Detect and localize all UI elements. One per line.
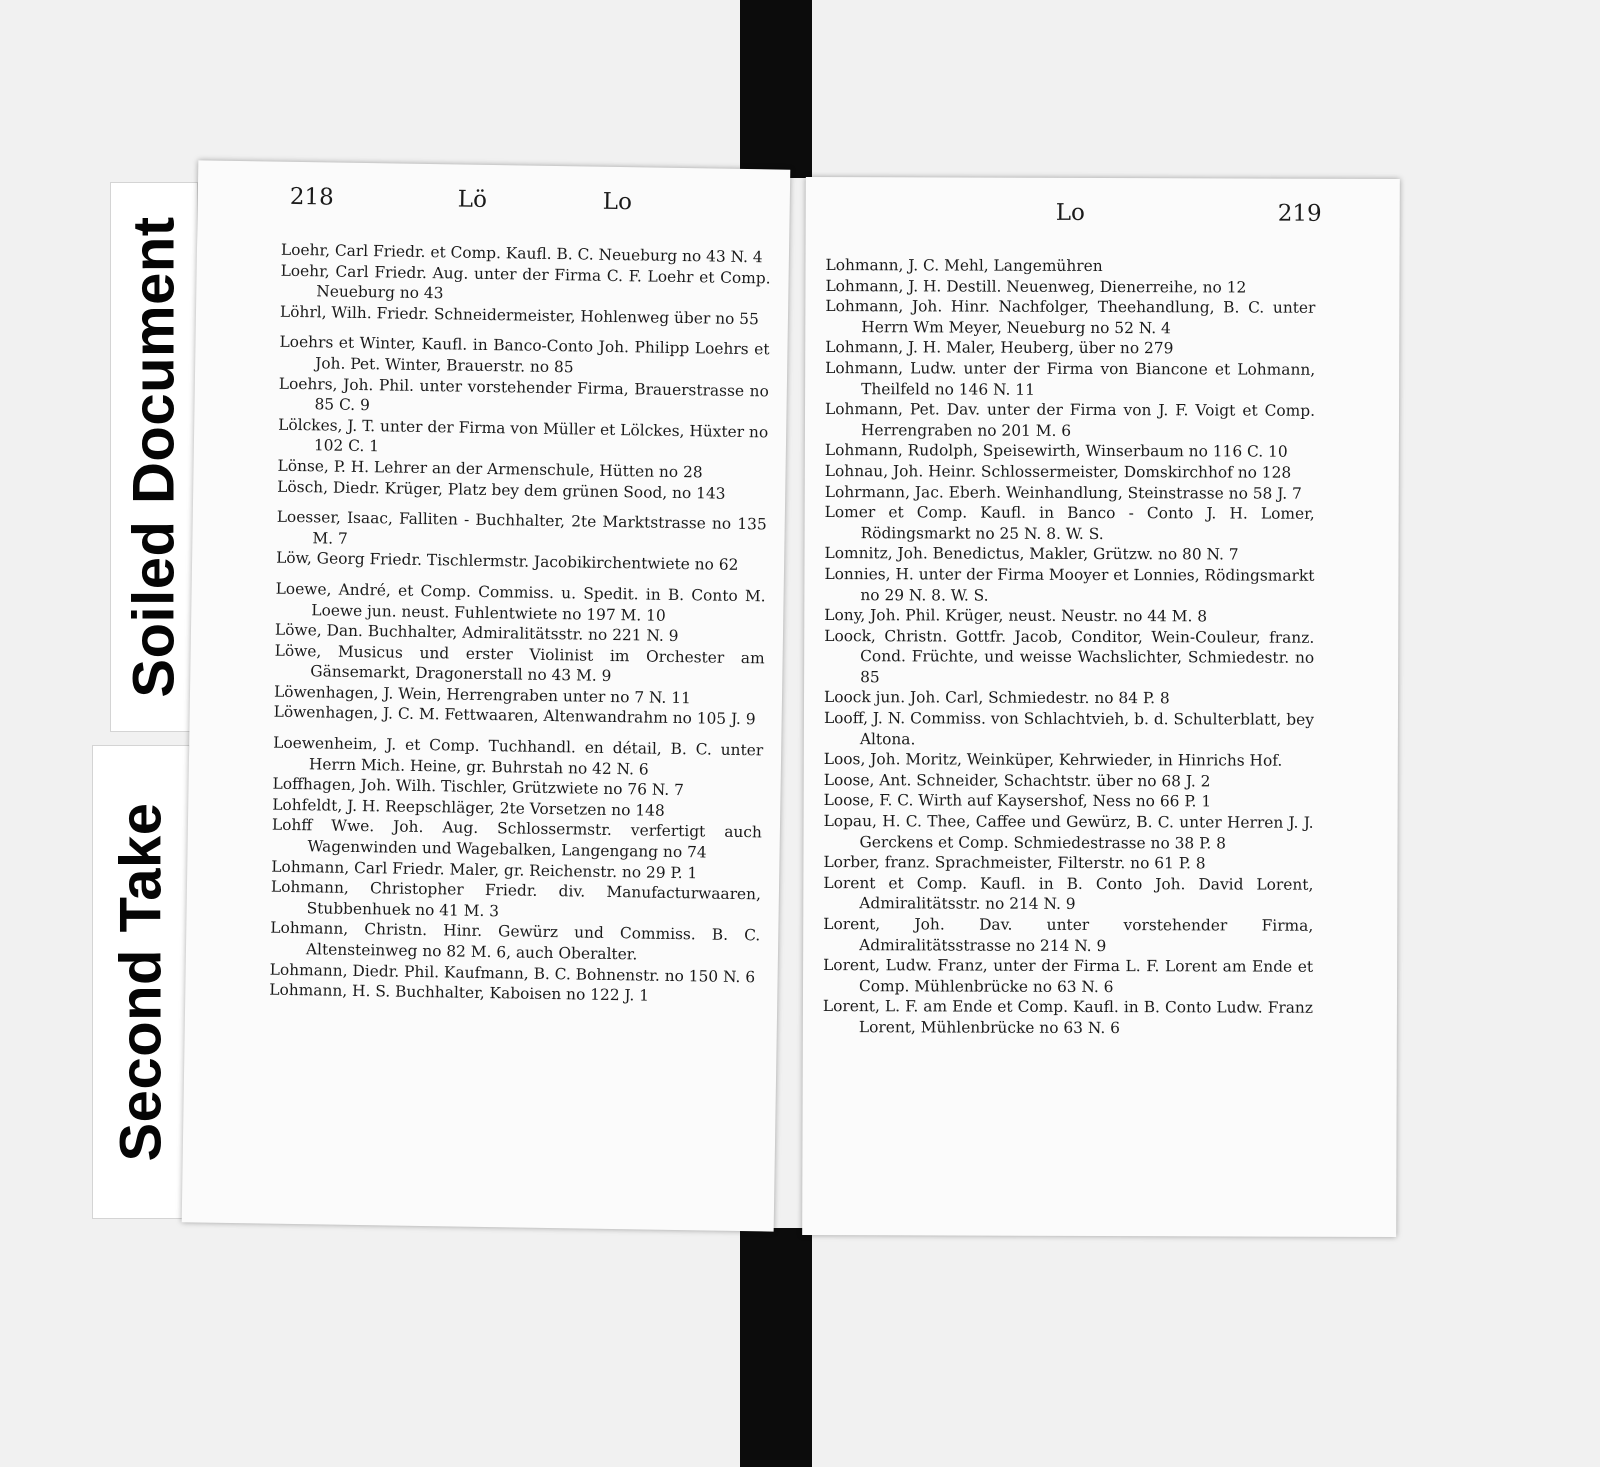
directory-entry: Lohmann, H. S. Buchhalter, Kaboisen no 122 J. 1 bbox=[269, 980, 650, 1005]
directory-entry: Lohmann, J. H. Maler, Heuberg, über no 279 bbox=[825, 338, 1174, 358]
directory-entry: Löw, Georg Friedr. Tischlermstr. Jacobikirchentwiete no 62 bbox=[276, 549, 739, 575]
directory-entry: Lohff Wwe. Joh. Aug. Schlossermstr. verfertigt auch Wagenwinden und Wagebalken, Langengang no 74 bbox=[271, 816, 763, 862]
directory-entry: Lomer et Comp. Kaufl. in Banco - Conto J. H. Lomer, Rödingsmarkt no 25 N. 8. W. S. bbox=[824, 503, 1315, 543]
directory-entry: Löhrl, Wilh. Friedr. Schneidermeister, Hohlenweg über no 55 bbox=[279, 302, 759, 329]
soiled-document-text: Soiled Document bbox=[121, 216, 187, 698]
directory-entry: Loehr, Carl Friedr. et Comp. Kaufl. B. C. Neueburg no 43 N. 4 bbox=[280, 240, 763, 267]
directory-entry: Lohmann, Ludw. unter der Firma von Biancone et Lohmann, Theilfeld no 146 N. 11 bbox=[825, 359, 1316, 399]
directory-entry: Lomnitz, Joh. Benedictus, Makler, Grützw. no 80 N. 7 bbox=[824, 544, 1239, 564]
left-page bbox=[182, 160, 791, 1231]
directory-entry: Lönse, P. H. Lehrer an der Armenschule, Hütten no 28 bbox=[277, 456, 703, 482]
directory-entry: Loock jun. Joh. Carl, Schmiedestr. no 84 P. 8 bbox=[824, 688, 1170, 708]
soiled-document-label bbox=[110, 182, 198, 732]
directory-entry: Lorent et Comp. Kaufl. in B. Conto Joh. David Lorent, Admiralitätsstr. no 214 N. 9 bbox=[823, 873, 1314, 914]
directory-entry: Lohmann, Diedr. Phil. Kaufmann, B. C. Bohnenstr. no 150 N. 6 bbox=[269, 960, 756, 986]
directory-entry: Lohnau, Joh. Heinr. Schlossermeister, Domskirchhof no 128 bbox=[824, 461, 1292, 482]
directory-entry: Loewe, André, et Comp. Commiss. u. Spedit. in B. Conto M. Loewe jun. neust. Fuhlentwiete no 197 M. 10 bbox=[275, 579, 766, 625]
directory-entry: Loffhagen, Joh. Wilh. Tischler, Grützwiete no 76 N. 7 bbox=[272, 774, 685, 800]
second-take-text: Second Take bbox=[108, 802, 174, 1162]
directory-entry: Lohmann, J. C. Mehl, Langemühren bbox=[825, 256, 1103, 276]
left-page-number: 218 bbox=[289, 183, 334, 211]
directory-entry: Löwe, Musicus und erster Violinist im Orchester am Gänsemarkt, Dragonerstall no 43 M. 9 bbox=[274, 641, 765, 686]
directory-entry: Lorber, franz. Sprachmeister, Filterstr. no 61 P. 8 bbox=[823, 853, 1206, 873]
directory-entry: Loehrs et Winter, Kaufl. in Banco-Conto Joh. Philipp Loehrs et Joh. Pet. Winter, Brauerstr. no 85 bbox=[279, 333, 770, 377]
directory-entry: Lohmann, Joh. Hinr. Nachfolger, Theehandlung, B. C. unter Herrn Wm Meyer, Neueburg no 52 N. 4 bbox=[825, 297, 1316, 338]
directory-entry: Loock, Christn. Gottfr. Jacob, Conditor, Wein-Couleur, franz. Cond. Früchte, und weisse Wachslichter, Schmiedestr. no 85 bbox=[824, 626, 1315, 687]
right-running-head: Lo bbox=[1055, 199, 1085, 226]
directory-entry: Lösch, Diedr. Krüger, Platz bey dem grünen Sood, no 143 bbox=[277, 477, 726, 503]
directory-entry: Loose, F. C. Wirth auf Kaysershof, Ness no 66 P. 1 bbox=[823, 791, 1212, 811]
directory-entry: Lorent, L. F. am Ende et Comp. Kaufl. in B. Conto Ludw. Franz Lorent, Mühlenbrücke no 63 N. 6 bbox=[822, 997, 1313, 1038]
second-take-label bbox=[92, 745, 190, 1219]
directory-entry: Lohmann, Pet. Dav. unter der Firma von J. F. Voigt et Comp. Herrengraben no 201 M. 6 bbox=[825, 400, 1316, 440]
directory-entry: Lohmann, Christn. Hinr. Gewürz und Commiss. B. C. Altensteinweg no 82 M. 6, auch Oberalter. bbox=[270, 919, 761, 964]
directory-entry: Lölckes, J. T. unter der Firma von Müller et Lölckes, Hüxter no 102 C. 1 bbox=[278, 415, 769, 456]
directory-entry: Lohmann, J. H. Destill. Neuenweg, Dienerreihe, no 12 bbox=[825, 276, 1247, 297]
directory-entry: Loesser, Isaac, Falliten - Buchhalter, 2te Marktstrasse no 135 M. 7 bbox=[276, 507, 767, 548]
right-page-number: 219 bbox=[1277, 200, 1322, 227]
right-page bbox=[802, 177, 1400, 1237]
directory-entry: Looff, J. N. Commiss. von Schlachtvieh, b. d. Schulterblatt, bey Altona. bbox=[823, 709, 1314, 749]
directory-entry: Lohmann, Rudolph, Speisewirth, Winserbaum no 116 C. 10 bbox=[824, 441, 1288, 461]
directory-entry: Löwe, Dan. Buchhalter, Admiralitätsstr. no 221 N. 9 bbox=[274, 620, 679, 646]
directory-entry: Lopau, H. C. Thee, Caffee und Gewürz, B. C. unter Herren J. J. Gerckens et Comp. Schmiedestrasse no 38 P. 8 bbox=[823, 812, 1314, 853]
left-running-head-first: Lö bbox=[457, 186, 488, 213]
directory-entry: Lorent, Joh. Dav. unter vorstehender Firma, Admiralitätsstrasse no 214 N. 9 bbox=[823, 915, 1314, 955]
directory-entry: Lohmann, Christopher Friedr. div. Manufacturwaaren, Stubbenhuek no 41 M. 3 bbox=[270, 877, 762, 921]
left-running-head-last: Lo bbox=[602, 188, 633, 216]
directory-entry: Loehrs, Joh. Phil. unter vorstehender Firma, Brauerstrasse no 85 C. 9 bbox=[278, 374, 769, 415]
left-entries-list bbox=[269, 240, 771, 1008]
directory-entry: Lony, Joh. Phil. Krüger, neust. Neustr. no 44 M. 8 bbox=[824, 606, 1208, 626]
directory-entry: Loos, Joh. Moritz, Weinküper, Kehrwieder, in Hinrichs Hof. bbox=[823, 750, 1283, 770]
directory-entry: Loehr, Carl Friedr. Aug. unter der Firma C. F. Loehr et Comp. Neueburg no 43 bbox=[280, 261, 771, 303]
directory-entry: Lohfeldt, J. H. Reepschläger, 2te Vorsetzen no 148 bbox=[272, 795, 665, 820]
directory-entry: Löwenhagen, J. C. M. Fettwaaren, Altenwandrahm no 105 J. 9 bbox=[273, 703, 756, 729]
directory-entry: Loose, Ant. Schneider, Schachtstr. über no 68 J. 2 bbox=[823, 770, 1211, 791]
directory-entry: Lohmann, Carl Friedr. Maler, gr. Reichenstr. no 29 P. 1 bbox=[271, 857, 698, 882]
right-entries-list bbox=[823, 255, 1316, 1039]
directory-entry: Lohrmann, Jac. Eberh. Weinhandlung, Steinstrasse no 58 J. 7 bbox=[824, 482, 1302, 503]
directory-entry: Löwenhagen, J. Wein, Herrengraben unter no 7 N. 11 bbox=[273, 682, 692, 708]
directory-entry: Lonnies, H. unter der Firma Mooyer et Lonnies, Rödingsmarkt no 29 N. 8. W. S. bbox=[824, 564, 1315, 605]
directory-entry: Lorent, Ludw. Franz, unter der Firma L. F. Lorent am Ende et Comp. Mühlenbrücke no 63 N. 6 bbox=[823, 956, 1314, 996]
directory-entry: Loewenheim, J. et Comp. Tuchhandl. en détail, B. C. unter Herrn Mich. Heine, gr. Buhrstah no 42 N. 6 bbox=[273, 733, 764, 779]
